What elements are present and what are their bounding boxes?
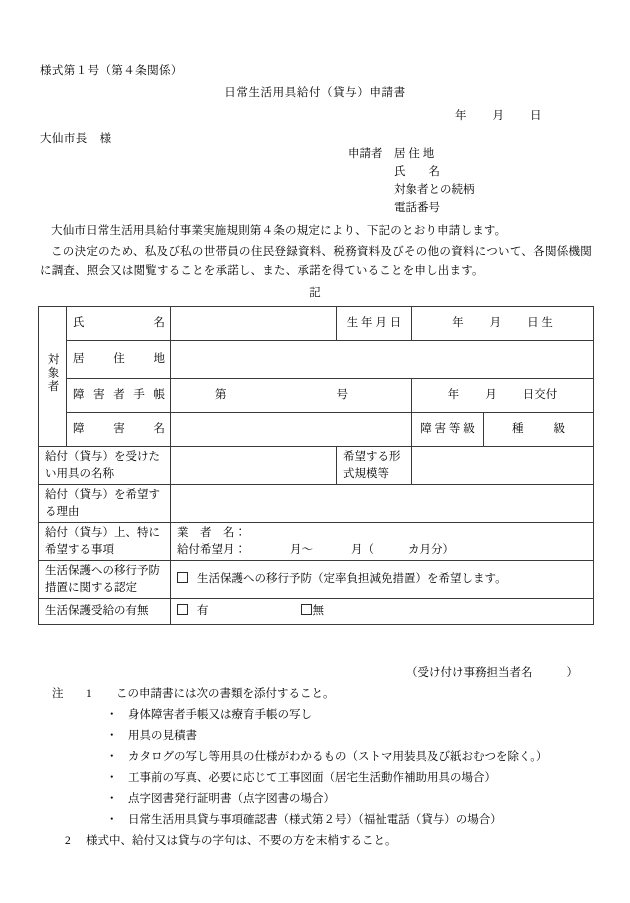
table-row-reason (39, 485, 594, 523)
table-row-handbook (39, 379, 594, 413)
note-bullet-item (40, 768, 595, 789)
cell-name-label: 氏 名 (67, 307, 171, 341)
bullet-icon: ・ (106, 772, 118, 784)
vendor-line: 業 者 名： (177, 526, 246, 539)
receipt-close-paren: ） (566, 667, 578, 679)
bullet-text: 工事前の写真、必要に応じて工事図面（居宅生活動作補助用具の場合） (128, 772, 496, 784)
cell-grade-label: 障 害 等 級 (412, 413, 484, 447)
table-row-disability-name (39, 413, 594, 447)
note-1 (40, 684, 595, 705)
bullet-icon: ・ (106, 793, 118, 805)
bullet-text: 日常生活用具貸与事項確認書（様式第２号）（福祉電話（貸与）の場合） (128, 814, 502, 826)
checkbox-no-icon[interactable] (301, 604, 312, 615)
submission-date-line (455, 107, 542, 123)
note-1-number: 1 (86, 688, 92, 700)
receipt-staff-line (406, 664, 578, 680)
welfare-prevention-check-label: 生活保護への移行予防（定率負担減免措置）を希望します。 (197, 573, 507, 585)
date-month-label: 月 (492, 110, 504, 122)
bullet-text: 用具の見積書 (128, 730, 197, 742)
cell-welfare-receipt-value (171, 599, 594, 625)
note-2 (40, 831, 595, 852)
cell-handbook-label: 障 害 者 手 帳 (67, 379, 171, 413)
ki-marker: 記 (309, 287, 321, 299)
table-row-name (39, 307, 594, 341)
applicant-label: 申請者 (348, 148, 383, 160)
note-1-text: この申請書には次の書類を添付すること。 (116, 688, 335, 700)
cell-grade-value[interactable]: 種 級 (484, 413, 594, 447)
cell-desired-spec-value[interactable] (412, 447, 594, 485)
applicant-relation-row (348, 181, 475, 199)
applicant-phone-row (348, 199, 475, 217)
bullet-icon: ・ (106, 730, 118, 742)
cell-welfare-receipt-label: 生活保護受給の有無 (39, 599, 171, 625)
applicant-block (348, 145, 475, 217)
cell-special-request-value[interactable] (171, 523, 594, 561)
cell-disability-name-value[interactable] (171, 413, 412, 447)
receipt-staff-label: （受け付け事務担当者名 (406, 667, 533, 679)
bullet-icon: ・ (106, 751, 118, 763)
cell-handbook-issue-date[interactable]: 年 月 日交付 (412, 379, 594, 413)
subject-vertical-label: 対象者 (39, 307, 67, 447)
cell-device-name-label: 給付（貸与）を受けたい用具の名称 (39, 447, 171, 485)
note-bullet-item (40, 810, 595, 831)
note-2-text: 様式中、給付又は貸与の字句は、不要の方を末梢すること。 (86, 835, 397, 847)
welfare-prevention-checkbox-line[interactable] (177, 573, 507, 585)
date-day-label: 日 (530, 110, 542, 122)
applicant-name-label: 氏 名 (394, 166, 440, 178)
note-mark: 注 (52, 688, 64, 700)
welfare-yes-label: 有 (197, 605, 209, 617)
applicant-residence-label: 居 住 地 (394, 148, 435, 160)
bullet-text: 身体障害者手帳又は療育手帳の写し (128, 709, 312, 721)
checkbox-icon[interactable] (177, 572, 188, 583)
cell-reason-value[interactable] (171, 485, 594, 523)
cell-welfare-prevention-value (171, 561, 594, 599)
applicant-residence-row (348, 145, 475, 163)
application-details-table (38, 306, 594, 625)
table-row-device-name (39, 447, 594, 485)
table-row-welfare-prevention (39, 561, 594, 599)
bullet-text: カタログの写し等用具の仕様がわかるもの（ストマ用装具及び紙おむつを除く。） (128, 751, 548, 763)
checkbox-yes-icon[interactable] (177, 604, 188, 615)
note-bullet-item (40, 705, 595, 726)
cell-special-request-label: 給付（貸与）上、特に希望する事項 (39, 523, 171, 561)
cell-desired-spec-label: 希望する形式規模等 (337, 447, 412, 485)
note-2-number: 2 (65, 835, 71, 847)
bullet-icon: ・ (106, 709, 118, 721)
note-bullet-item (40, 726, 595, 747)
table-row-residence (39, 341, 594, 379)
cell-reason-label: 給付（貸与）を希望する理由 (39, 485, 171, 523)
cell-birth-value[interactable]: 年 月 日 生 (412, 307, 594, 341)
form-number: 様式第１号（第４条関係） (40, 65, 183, 77)
cell-residence-value[interactable] (171, 341, 594, 379)
cell-handbook-number[interactable]: 第 号 (171, 379, 412, 413)
note-bullet-item (40, 789, 595, 810)
note-bullet-item (40, 747, 595, 768)
desired-month-line: 給付希望月： 月～ 月（ カ月分） (177, 543, 454, 556)
cell-residence-label: 居 住 地 (67, 341, 171, 379)
cell-birth-label: 生 年 月 日 (337, 307, 412, 341)
date-year-label: 年 (455, 110, 467, 122)
table-row-welfare-receipt (39, 599, 594, 625)
applicant-phone-label: 電話番号 (394, 202, 440, 214)
cell-name-value[interactable] (171, 307, 337, 341)
cell-welfare-prevention-label: 生活保護への移行予防措置に関する認定 (39, 561, 171, 599)
welfare-no-label: 無 (312, 605, 324, 617)
body-paragraph-1: 大仙市日常生活用具給付事業実施規則第４条の規定により、下記のとおり申請します。 (51, 225, 507, 237)
bullet-text: 点字図書発行証明書（点字図書の場合） (128, 793, 335, 805)
cell-disability-name-label: 障 害 名 (67, 413, 171, 447)
applicant-name-row (348, 163, 475, 181)
addressee-honorific: 様 (99, 133, 112, 145)
applicant-relation-label: 対象者との続柄 (394, 184, 475, 196)
cell-device-name-value[interactable] (171, 447, 337, 485)
notes-section (40, 684, 595, 852)
document-title: 日常生活用具給付（貸与）申請書 (224, 87, 406, 99)
body-paragraph-2: この決定のため、私及び私の世帯員の住民登録資料、税務資料及びその他の資料について、各関係機関に調査、照会又は閲覧することを承諾し、また、承諾を得ていることを申し出ます。 (40, 246, 592, 277)
bullet-icon: ・ (106, 814, 118, 826)
addressee-line (40, 130, 112, 146)
addressee-name: 大仙市長 (40, 133, 88, 145)
table-row-special-request (39, 523, 594, 561)
